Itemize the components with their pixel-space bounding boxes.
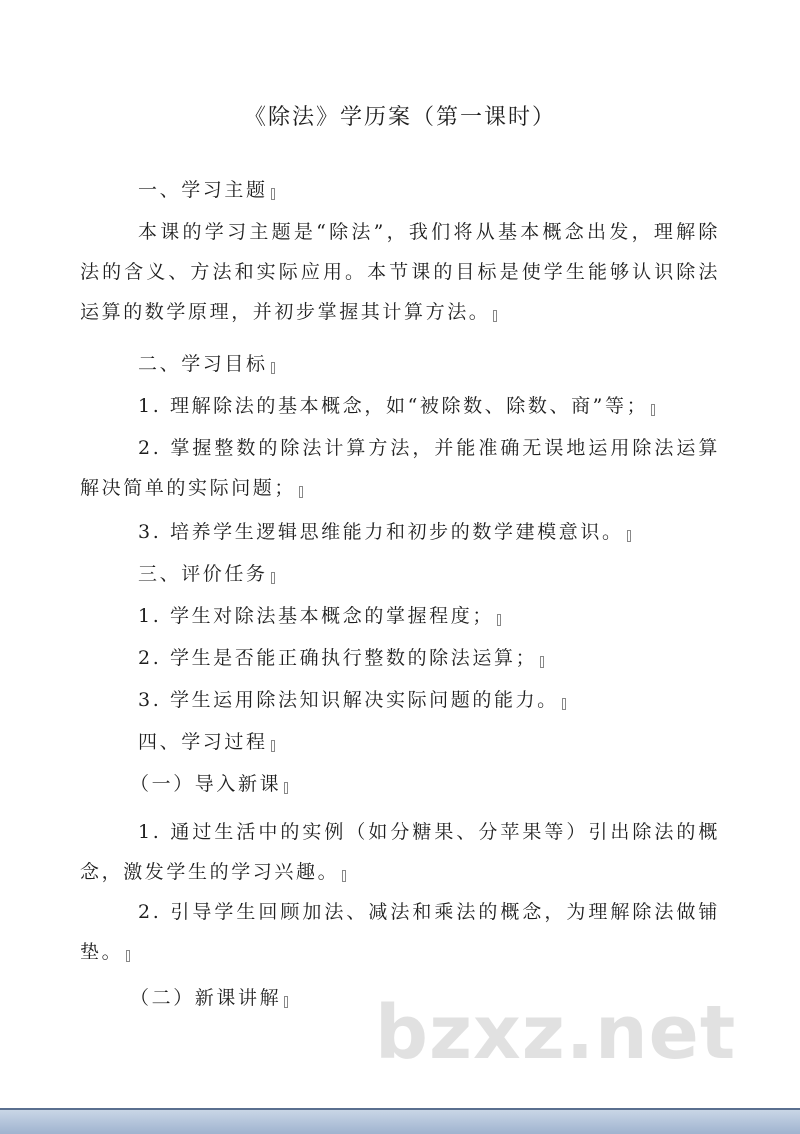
goal-item-3: 3. 培养学生逻辑思维能力和初步的数学建模意识。	[80, 512, 720, 552]
section-heading-topic: 一、学习主题	[80, 170, 720, 210]
paragraph-mark-icon	[493, 310, 497, 322]
section-heading-goals: 二、学习目标	[80, 344, 720, 384]
section-heading-process: 四、学习过程	[80, 722, 720, 762]
paragraph-mark-icon	[271, 188, 275, 200]
paragraph-mark-icon	[284, 782, 288, 794]
paragraph-mark-icon	[342, 870, 346, 882]
paragraph-mark-icon	[497, 614, 501, 626]
paragraph-mark-icon	[627, 530, 631, 542]
evaluation-item-1: 1. 学生对除法基本概念的掌握程度；	[80, 596, 720, 636]
paragraph-mark-icon	[271, 362, 275, 374]
section-heading-evaluation: 三、评价任务	[80, 554, 720, 594]
paragraph-mark-icon	[299, 486, 303, 498]
intro-item-1: 1. 通过生活中的实例（如分糖果、分苹果等）引出除法的概念，激发学生的学习兴趣。	[80, 821, 720, 883]
paragraph-mark-icon	[284, 996, 288, 1008]
goal-item-1: 1. 理解除法的基本概念，如“被除数、除数、商”等；	[80, 386, 720, 426]
paragraph-mark-icon	[562, 698, 566, 710]
paragraph-mark-icon	[540, 656, 544, 668]
intro-item-2: 2. 引导学生回顾加法、减法和乘法的概念，为理解除法做铺垫。	[80, 901, 720, 963]
decorative-footer-band	[0, 1110, 800, 1134]
subsection-heading-intro: （一）导入新课	[80, 764, 720, 804]
document-title: 《除法》学历案（第一课时）	[243, 105, 556, 130]
site-watermark: bzxz.net	[375, 990, 737, 1076]
goal-item-2: 2. 掌握整数的除法计算方法，并能准确无误地运用除法运算解决简单的实际问题；	[80, 437, 720, 499]
paragraph-mark-icon	[271, 740, 275, 752]
evaluation-item-2: 2. 学生是否能正确执行整数的除法运算；	[80, 638, 720, 678]
subsection-heading-lecture: （二）新课讲解	[80, 978, 720, 1018]
evaluation-item-3: 3. 学生运用除法知识解决实际问题的能力。	[80, 680, 720, 720]
paragraph-mark-icon	[126, 950, 130, 962]
paragraph-mark-icon	[651, 404, 655, 416]
paragraph-topic-body: 本课的学习主题是“除法”，我们将从基本概念出发，理解除法的含义、方法和实际应用。本节课的目标是使学生能够认识除法运算的数学原理，并初步掌握其计算方法。	[80, 221, 720, 323]
paragraph-mark-icon	[271, 572, 275, 584]
